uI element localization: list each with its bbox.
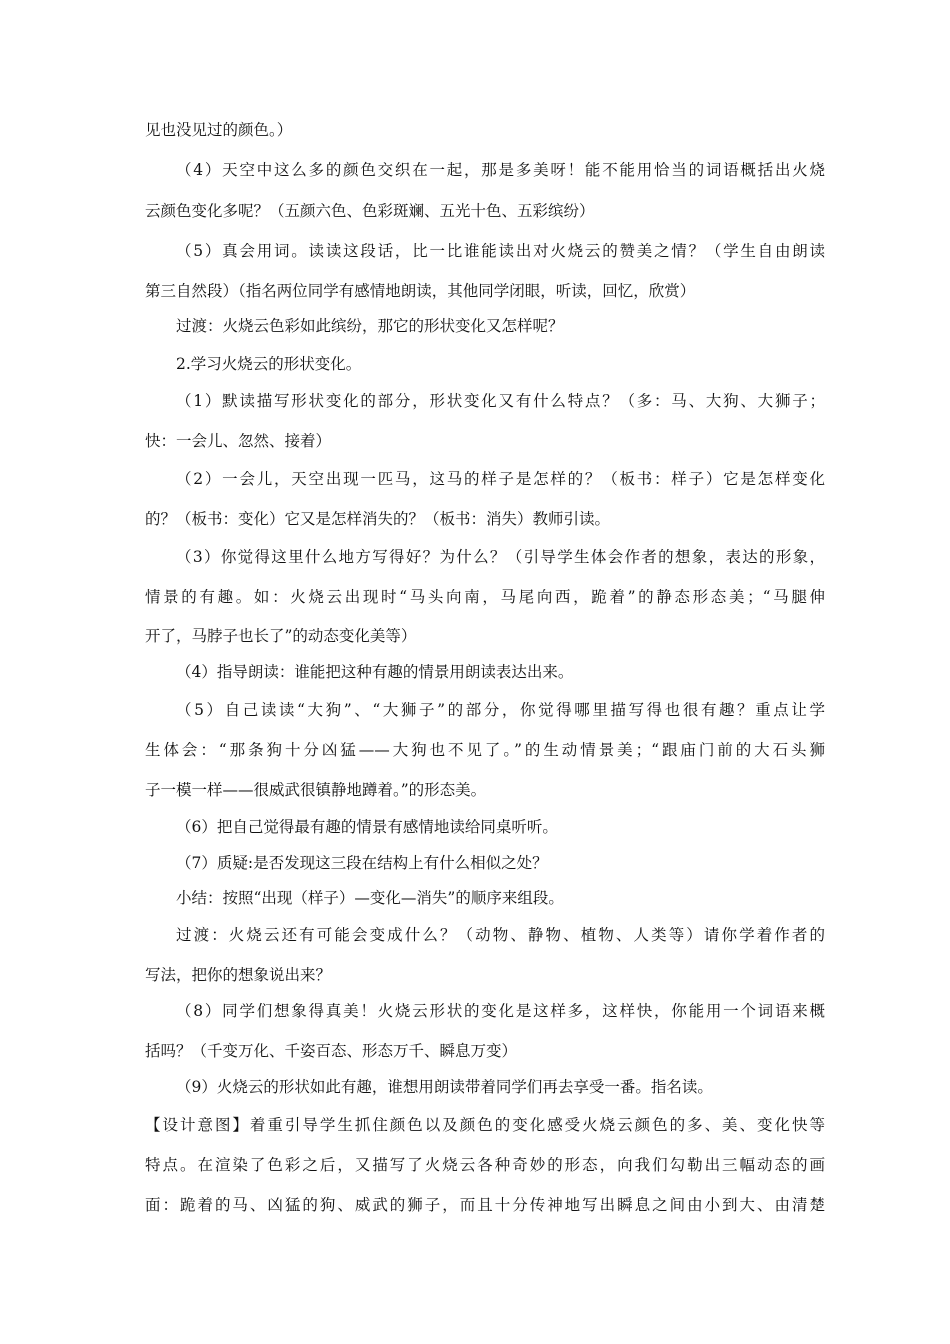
text-line: （7）质疑:是否发现这三段在结构上有什么相似之处？ (176, 854, 548, 872)
text-line: （5）自己读读“大狗”、“大狮子”的部分，你觉得哪里描写得也很有趣？重点让学 (176, 701, 825, 719)
text-line: 面：跪着的马、凶猛的狗、威武的狮子，而且十分传神地写出瞬息之间由小到大、由清楚 (145, 1196, 825, 1214)
text-line: 的？（板书：变化）它又是怎样消失的？（板书：消失）教师引读。 (145, 510, 611, 528)
text-line: 情景的有趣。如：火烧云出现时“马头向南，马尾向西，跪着”的静态形态美；“马腿伸 (145, 588, 825, 606)
text-line: 开了，马脖子也长了”的动态变化美等） (145, 627, 417, 645)
text-line: （9）火烧云的形状如此有趣，谁想用朗读带着同学们再去享受一番。指名读。 (176, 1078, 713, 1096)
text-line: 快：一会儿、忽然、接着） (145, 432, 332, 450)
section-heading: 2.学习火烧云的形状变化。 (176, 355, 362, 373)
text-line: （1）默读描写形状变化的部分，形状变化又有什么特点？（多：马、大狗、大狮子； (176, 392, 825, 410)
text-line: （4）指导朗读：谁能把这种有趣的情景用朗读表达出来。 (176, 663, 574, 681)
text-line: 第三自然段）（指名两位同学有感情地朗读，其他同学闭眼，听读，回忆，欣赏） (145, 282, 696, 300)
text-line: 生体会：“那条狗十分凶猛——大狗也不见了。”的生动情景美；“跟庙门前的大石头狮 (145, 741, 825, 759)
text-line: 见也没见过的颜色。） (145, 121, 293, 139)
text-line: 小结：按照“出现（样子）—变化—消失”的顺序来组段。 (176, 889, 564, 907)
text-line: （3）你觉得这里什么地方写得好？为什么？（引导学生体会作者的想象，表达的形象， (176, 548, 825, 566)
text-line: （6）把自己觉得最有趣的情景有感情地读给同桌听听。 (176, 818, 558, 836)
text-line: （5）真会用词。读读这段话，比一比谁能读出对火烧云的赞美之情？（学生自由朗读 (176, 242, 825, 260)
text-line: 特点。在渲染了色彩之后，又描写了火烧云各种奇妙的形态，向我们勾勒出三幅动态的画 (145, 1156, 825, 1174)
text-line: 写法，把你的想象说出来？ (145, 966, 332, 984)
text-line: （4）天空中这么多的颜色交织在一起，那是多美呀！能不能用恰当的词语概括出火烧 (176, 161, 825, 179)
text-line: 【设计意图】着重引导学生抓住颜色以及颜色的变化感受火烧云颜色的多、美、变化快等 (145, 1116, 825, 1134)
text-line: 云颜色变化多呢？（五颜六色、色彩斑斓、五光十色、五彩缤纷） (145, 202, 595, 220)
text-line: 过渡：火烧云色彩如此缤纷，那它的形状变化又怎样呢？ (176, 317, 564, 335)
text-line: 子一模一样——很威武很镇静地蹲着。”的形态美。 (145, 781, 487, 799)
text-line: （2）一会儿，天空出现一匹马，这马的样子是怎样的？（板书：样子）它是怎样变化 (176, 470, 825, 488)
text-line: 括吗？（千变万化、千姿百态、形态万千、瞬息万变） (145, 1042, 518, 1060)
text-line: 过渡：火烧云还有可能会变成什么？（动物、静物、植物、人类等）请你学着作者的 (176, 926, 825, 944)
text-line: （8）同学们想象得真美！火烧云形状的变化是这样多，这样快，你能用一个词语来概 (176, 1002, 825, 1020)
